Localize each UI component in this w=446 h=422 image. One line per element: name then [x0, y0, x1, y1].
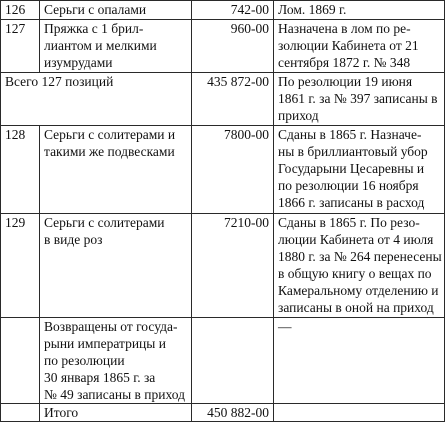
total-label: Итого [44, 405, 79, 420]
item-line: 30 января 1865 г. за [44, 370, 156, 385]
amount: 742-00 [192, 1, 274, 20]
amount: 7800-00 [192, 126, 274, 214]
note-line: записаны в оной на приход [278, 300, 434, 315]
note-line: Лом. 1869 г. [278, 2, 347, 17]
table-row [1, 318, 445, 404]
note-line: Государыни Цесаревны и [278, 161, 425, 176]
item-line: по резолюции [44, 353, 125, 368]
item-description [40, 214, 192, 318]
note-line: люции Кабинета от 4 июля [278, 232, 434, 247]
item-line: № 49 записаны в приход [44, 387, 185, 402]
note-line: по резолюции 16 ноября [278, 178, 419, 193]
note-line: Сданы в 1865 г. Назначе- [278, 127, 422, 142]
item-line: лиантом и мелкими [44, 38, 157, 53]
note-line: — [278, 319, 292, 334]
row-number: 127 [1, 20, 40, 73]
item-line: изумрудами [44, 55, 113, 70]
amount: 960-00 [192, 20, 274, 73]
item-description [40, 20, 192, 73]
note [274, 73, 445, 126]
item-line: Пряжка с 1 брил- [44, 21, 144, 36]
note-line: в общую книгу о вещах по [278, 266, 432, 281]
note [274, 20, 445, 73]
note-line: Назначена в лом по ре- [278, 21, 411, 36]
item-line: Серьги с опалами [44, 2, 147, 17]
summary-label: Всего 127 позиций [1, 73, 192, 126]
table-row [1, 126, 445, 214]
table-row [1, 1, 445, 20]
amount: 7210-00 [192, 214, 274, 318]
item-line: Возвращены от госуда- [44, 319, 178, 334]
table-row [1, 20, 445, 73]
row-number [1, 318, 40, 404]
item-description [40, 126, 192, 214]
row-number: 129 [1, 214, 40, 318]
row-number: 128 [1, 126, 40, 214]
note [274, 126, 445, 214]
item-line: в виде роз [44, 232, 103, 247]
note-line: 1861 г. за № 397 записаны в [278, 91, 438, 106]
total-amount: 450 882-00 [192, 404, 274, 422]
note-line: ны в бриллиантовый убор [278, 144, 428, 159]
note-line: сентября 1872 г. № 348 [278, 55, 411, 70]
item-line: такими же подвесками [44, 144, 175, 159]
note-line: 1880 г. за № 264 перенесены [278, 249, 442, 264]
item-line: Серьги с солитерами [44, 215, 165, 230]
item-line: Серьги с солитерами и [44, 127, 176, 142]
note-line: приход [278, 108, 319, 123]
amount [192, 318, 274, 404]
summary-row [1, 73, 445, 126]
note-line: По резолюции 19 июня [278, 74, 413, 89]
item-line: рыни императрицы и [44, 336, 166, 351]
note [274, 1, 445, 20]
note [274, 214, 445, 318]
note-line: золюции Кабинета от 21 [278, 38, 419, 53]
table-row [1, 214, 445, 318]
item-description [40, 1, 192, 20]
row-number: 126 [1, 1, 40, 20]
note-line: 1866 г. записаны в расход [278, 195, 425, 210]
note-line: Камеральному отделению и [278, 283, 439, 298]
note [274, 318, 445, 404]
item-description [40, 318, 192, 404]
amount: 435 872-00 [192, 73, 274, 126]
note-line: Сданы в 1865 г. По резо- [278, 215, 420, 230]
